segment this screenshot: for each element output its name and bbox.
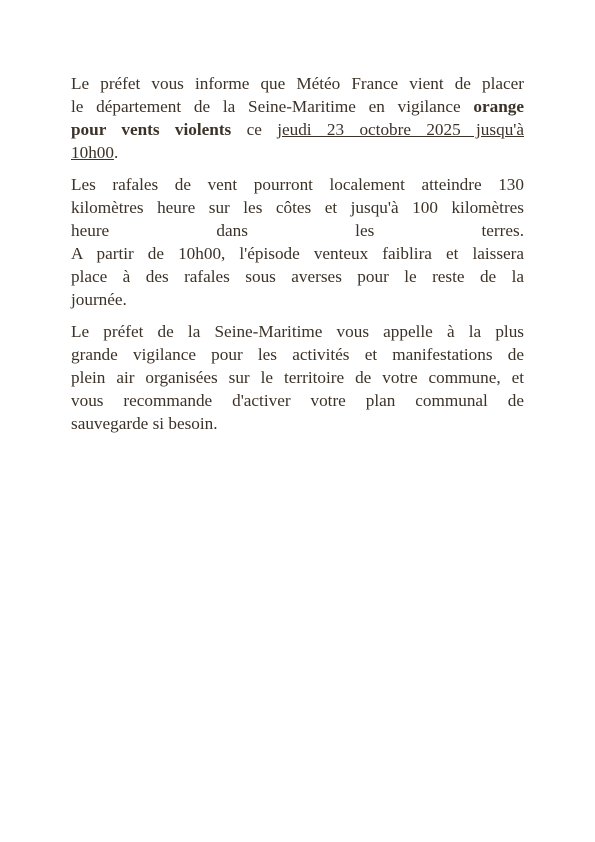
text-line: vous recommande d'activer votre plan communal de — [71, 391, 524, 410]
text-line: place à des rafales sous averses pour le reste de la — [71, 267, 524, 286]
hazard-type-text: pour vents violents — [71, 120, 232, 139]
text-line — [71, 95, 524, 118]
vigilance-level-text: orange — [473, 97, 524, 116]
time-text: 10h00 — [71, 143, 114, 162]
text-line — [71, 118, 524, 141]
text-line: Les rafales de vent pourront localement atteindre 130 — [71, 175, 524, 194]
text-segment: le département de la Seine-Maritime en vigilance — [71, 97, 461, 116]
text-line: journée. — [71, 290, 127, 309]
text-line: Le préfet de la Seine-Maritime vous appelle à la plus — [71, 322, 524, 341]
text-line: plein air organisées sur le territoire de votre commune, et — [71, 368, 524, 387]
text-line: sauvegarde si besoin. — [71, 414, 218, 433]
text-segment: . — [113, 143, 119, 162]
document-body — [71, 72, 524, 444]
paragraph-wind-forecast — [71, 173, 524, 311]
text-line: grande vigilance pour les activités et manifestations de — [71, 345, 524, 364]
text-line: heure dans les terres. — [71, 221, 524, 240]
date-text: jeudi 23 octobre 2025 jusqu'à — [277, 120, 525, 139]
text-line: kilomètres heure sur les côtes et jusqu'à 100 kilomètres — [71, 198, 524, 217]
text-line: Le préfet vous informe que Météo France vient de placer — [71, 74, 524, 93]
text-line: A partir de 10h00, l'épisode venteux faiblira et laissera — [71, 244, 524, 263]
text-line — [71, 141, 524, 164]
text-segment: ce — [246, 120, 262, 139]
paragraph-vigilance-notice — [71, 72, 524, 164]
paragraph-recommendation — [71, 320, 524, 435]
